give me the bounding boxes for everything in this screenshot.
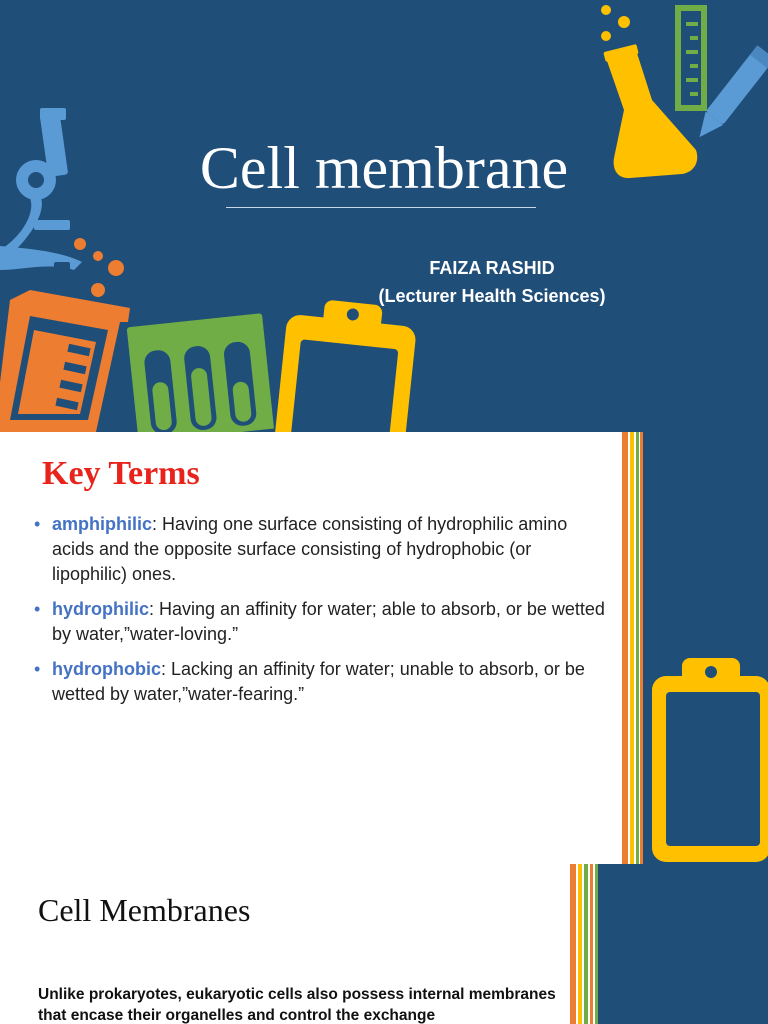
author-block [300, 254, 684, 310]
beaker-icon [0, 290, 130, 432]
bubbles [74, 238, 124, 297]
key-terms-title: Key Terms [42, 455, 200, 492]
clipboard-icon [652, 658, 768, 862]
test-tubes-icon [127, 313, 274, 432]
slide-body-text: Unlike prokaryotes, eukaryotic cells also possess internal membranes that encase their organelles and control the exchange [38, 986, 556, 1024]
slide-title: Cell Membranes [38, 892, 251, 928]
key-terms-slide [0, 432, 768, 864]
author-role: (Lecturer Health Sciences) [378, 286, 606, 306]
presentation-title: Cell membrane [199, 135, 569, 201]
term-definition: : Having an affinity for water; able to absorb, or be wetted by water,”water-loving.” [52, 599, 605, 644]
term-name: amphiphilic [52, 514, 153, 534]
term-definition: : Lacking an affinity for water; unable to absorb, or be wetted by water,”water-fearing.” [52, 659, 585, 704]
key-terms-list [28, 512, 608, 717]
list-item [28, 512, 608, 587]
term-name: hydrophobic [52, 659, 161, 679]
term-definition: : Having one surface consisting of hydrophilic amino acids and the opposite surface consisting of hydrophobic (or lipophilic) ones. [52, 514, 568, 584]
cell-membranes-slide [0, 864, 768, 1024]
title-underline [226, 207, 536, 208]
author-name: FAIZA RASHID [429, 258, 555, 278]
bullet: • [34, 659, 41, 679]
ruler-icon [678, 8, 704, 108]
clipboard-icon [273, 296, 419, 432]
title-slide [0, 0, 768, 432]
bullet: • [34, 599, 41, 619]
lab-illustrations [0, 0, 768, 432]
term-name: hydrophilic [52, 599, 150, 619]
list-item [28, 597, 608, 647]
bullet: • [34, 514, 41, 534]
list-item [28, 657, 608, 707]
side-panel [598, 864, 768, 1024]
